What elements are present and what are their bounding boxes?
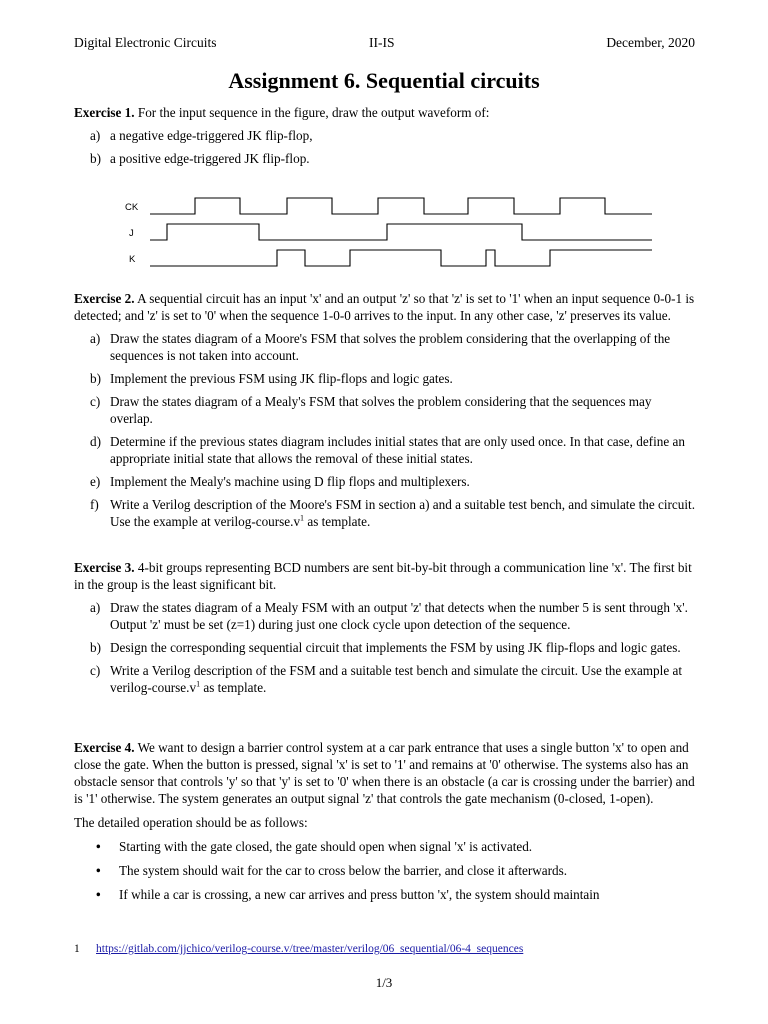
exercise-4-statement xyxy=(74,739,696,807)
item-text: Draw the states diagram of a Mealy FSM with an output 'z' that detects when the number 5 is sent through 'x'. Output 'z' must be set (z=1) during just one clock cycle upon detection of the sequence. xyxy=(110,600,688,632)
item-marker: b) xyxy=(90,371,101,386)
signal-waveform-k xyxy=(150,250,652,266)
item-marker: a) xyxy=(90,331,101,346)
exercise-4-label: Exercise 4. xyxy=(74,740,135,755)
list-item xyxy=(74,599,696,633)
exercise-1-text: For the input sequence in the figure, draw the output waveform of: xyxy=(134,105,490,120)
exercise-4-bullets xyxy=(74,838,696,903)
waveform-signals xyxy=(125,198,652,266)
bullet-text: Starting with the gate closed, the gate should open when signal 'x' is activated. xyxy=(119,839,533,854)
exercise-3-label: Exercise 3. xyxy=(74,560,135,575)
footnote-ref: 1 xyxy=(196,679,201,689)
item-text: Determine if the previous states diagram includes initial states that are only used once. In that case, define an appropriate initial state that allows the removal of these initial states. xyxy=(110,434,685,466)
exercise-3-statement xyxy=(74,559,696,593)
item-marker: a) xyxy=(90,128,101,143)
exercise-3-items xyxy=(74,599,696,696)
bullet-text: If while a car is crossing, a new car arrives and press button 'x', the system should maintain xyxy=(119,887,600,902)
exercise-1-label: Exercise 1. xyxy=(74,105,135,120)
signal-waveform-ck xyxy=(150,198,652,214)
signal-label-k: K xyxy=(129,254,136,265)
exercise-2 xyxy=(74,290,696,530)
list-item xyxy=(74,639,696,656)
item-marker: d) xyxy=(90,434,101,449)
exercise-2-text: A sequential circuit has an input 'x' and an output 'z' so that 'z' is set to '1' when an input sequence 0-0-1 is detected; and 'z' is set to '0' when the sequence 1-0-0 arrives to the input. In any other case, 'z' preserves its value. xyxy=(74,291,695,323)
item-text: Draw the states diagram of a Mealy's FSM that solves the problem considering that the sequences may overlap. xyxy=(110,394,652,426)
exercise-4-detail: The detailed operation should be as follows: xyxy=(74,815,308,830)
item-text: Draw the states diagram of a Moore's FSM that solves the problem considering that the overlapping of the sequences is not taken into account. xyxy=(110,331,671,363)
exercise-1-statement xyxy=(74,104,696,121)
bullet-marker: • xyxy=(96,863,101,878)
item-text: Implement the Mealy's machine using D flip flops and multiplexers. xyxy=(110,474,470,489)
bullet-text: The system should wait for the car to cross below the barrier, and close it afterwards. xyxy=(119,863,568,878)
footnote-ref: 1 xyxy=(300,513,305,523)
item-text-after: as template. xyxy=(304,514,371,529)
footnote xyxy=(74,941,523,958)
item-text: a positive edge-triggered JK flip-flop. xyxy=(110,151,310,166)
list-item xyxy=(74,330,696,364)
list-item xyxy=(74,662,696,696)
item-marker: f) xyxy=(90,497,99,512)
list-item xyxy=(74,150,696,167)
exercise-2-statement xyxy=(74,290,696,324)
header-group: II-IS xyxy=(369,35,395,50)
item-text: Implement the previous FSM using JK flip-flops and logic gates. xyxy=(110,371,453,386)
exercise-1 xyxy=(74,104,696,167)
item-text: Design the corresponding sequential circuit that implements the FSM by using JK flip-flops and logic gates. xyxy=(110,640,681,655)
page-number: 1/3 xyxy=(375,975,393,990)
bullet-marker: • xyxy=(96,839,101,854)
item-text: Write a Verilog description of the Moore's FSM in section a) and a suitable test bench, and simulate the circuit. Use the example at verilog-course.v xyxy=(110,497,695,529)
exercise-2-items xyxy=(74,330,696,530)
signal-label-ck: CK xyxy=(125,202,139,213)
footnote-number: 1 xyxy=(74,943,80,955)
item-marker: b) xyxy=(90,640,101,655)
bullet-item xyxy=(74,862,696,879)
item-text: Write a Verilog description of the FSM and a suitable test bench and simulate the circuit. Use the example at verilog-course.v xyxy=(110,663,682,695)
signal-waveform-j xyxy=(150,224,652,240)
exercise-3 xyxy=(74,559,696,696)
exercise-2-label: Exercise 2. xyxy=(74,291,135,306)
signal-label-j: J xyxy=(129,228,134,239)
exercise-3-text: 4-bit groups representing BCD numbers are sent bit-by-bit through a communication line 'x'. The first bit in the group is the least significant bit. xyxy=(74,560,692,592)
item-marker: e) xyxy=(90,474,101,489)
exercise-4-text: We want to design a barrier control system at a car park entrance that uses a single button 'x' to open and close the gate. When the button is pressed, signal 'x' is set to '1' and remains at '0' otherwise. The systems also has an obstacle sensor that controls 'y' so that 'y' is set to '0' when there is an obstacle (a car is crossing under the barrier) and is '1' otherwise. The system generates an output signal 'z' that controls the gate mechanism (0-closed, 1-open). xyxy=(74,740,695,806)
list-item xyxy=(74,473,696,490)
footnote-link[interactable]: https://gitlab.com/jjchico/verilog-course.v/tree/master/verilog/06_sequential/06-4_sequences xyxy=(96,943,524,955)
list-item xyxy=(74,496,696,530)
list-item xyxy=(74,127,696,144)
document-title: Assignment 6. Sequential circuits xyxy=(228,68,540,93)
waveform-figure xyxy=(120,192,660,272)
item-marker: b) xyxy=(90,151,101,166)
list-item xyxy=(74,433,696,467)
bullet-item xyxy=(74,886,696,903)
item-text-after: as template. xyxy=(200,680,267,695)
item-text: a negative edge-triggered JK flip-flop, xyxy=(110,128,313,143)
header-course: Digital Electronic Circuits xyxy=(74,35,217,50)
item-marker: c) xyxy=(90,394,101,409)
exercise-4 xyxy=(74,739,696,903)
item-marker: c) xyxy=(90,663,101,678)
item-marker: a) xyxy=(90,600,101,615)
exercise-1-items xyxy=(74,127,696,167)
bullet-item xyxy=(74,838,696,855)
list-item xyxy=(74,370,696,387)
list-item xyxy=(74,393,696,427)
bullet-marker: • xyxy=(96,887,101,902)
header-date: December, 2020 xyxy=(606,35,695,50)
